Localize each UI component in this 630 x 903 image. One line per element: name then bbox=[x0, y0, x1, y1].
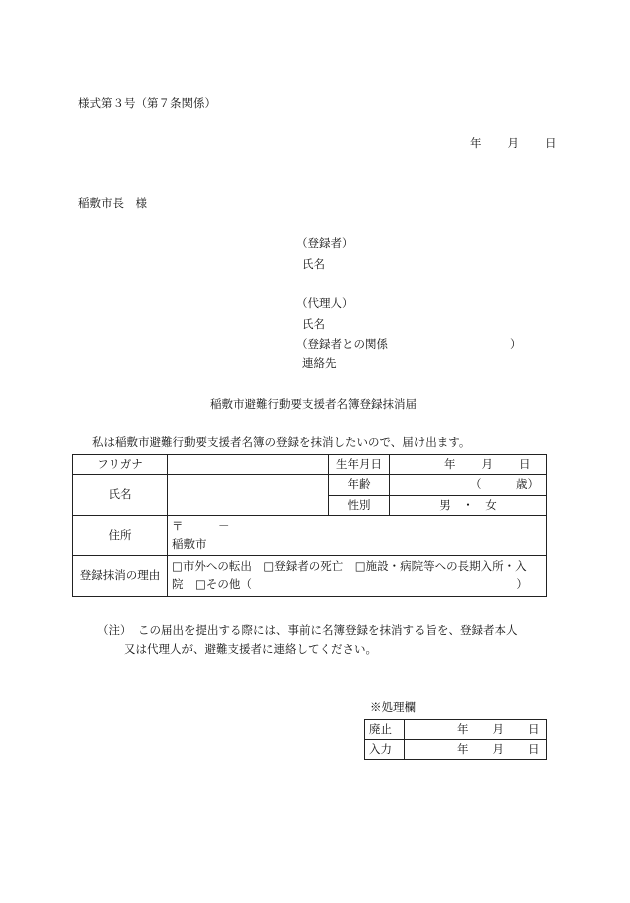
proc-year: 年 bbox=[457, 721, 469, 736]
processing-row-date[interactable] bbox=[405, 740, 547, 760]
processing-table bbox=[364, 719, 547, 760]
note-label: （注） bbox=[97, 623, 132, 637]
date-day: 日 bbox=[545, 136, 557, 150]
furigana-field[interactable] bbox=[168, 455, 329, 475]
birth-year: 年 bbox=[444, 456, 456, 471]
name-field[interactable] bbox=[168, 475, 329, 516]
date-month: 月 bbox=[507, 136, 519, 150]
age-label: 年齢 bbox=[329, 475, 390, 496]
furigana-label: フリガナ bbox=[73, 455, 168, 475]
gender-label: 性別 bbox=[329, 496, 390, 516]
processing-row-date[interactable] bbox=[405, 720, 547, 740]
reason-label: 登録抹消の理由 bbox=[73, 556, 168, 597]
proc-day: 日 bbox=[528, 741, 540, 756]
date-year: 年 bbox=[470, 136, 482, 150]
agent-relation-label: （登録者との関係 bbox=[296, 337, 388, 351]
submission-date bbox=[470, 138, 557, 150]
note-line2: 又は代理人が、避難支援者に連絡してください。 bbox=[124, 642, 377, 656]
address-label: 住所 bbox=[73, 516, 168, 556]
address-field[interactable] bbox=[168, 516, 547, 556]
proc-day: 日 bbox=[528, 721, 540, 736]
processing-row-label: 廃止 bbox=[365, 720, 405, 740]
agent-contact-label: 連絡先 bbox=[302, 356, 337, 370]
agent-heading: （代理人） bbox=[296, 296, 354, 310]
proc-month: 月 bbox=[492, 721, 504, 736]
registrant-heading: （登録者） bbox=[296, 236, 354, 250]
registration-table bbox=[72, 454, 547, 597]
form-title: 稲敷市避難行動要支援者名簿登録抹消届 bbox=[210, 397, 417, 411]
processing-heading: ※処理欄 bbox=[370, 700, 416, 714]
gender-field[interactable]: 男 ・ 女 bbox=[390, 496, 547, 516]
form-number: 様式第３号（第７条関係） bbox=[78, 96, 216, 110]
name-label: 氏名 bbox=[73, 475, 168, 516]
age-value: （ 歳） bbox=[470, 477, 539, 492]
proc-year: 年 bbox=[457, 741, 469, 756]
intro-text: 私は稲敷市避難行動要支援者名簿の登録を抹消したいので、届け出ます。 bbox=[92, 435, 471, 449]
reason-options-line2: 院 □その他（ ） bbox=[172, 577, 528, 591]
address-city: 稲敷市 bbox=[172, 536, 207, 551]
birthdate-label: 生年月日 bbox=[329, 455, 390, 475]
processing-row-label: 入力 bbox=[365, 740, 405, 760]
reason-field[interactable] bbox=[168, 556, 547, 597]
reason-options-line1: □市外への転出 □登録者の死亡 □施設・病院等への長期入所・入 bbox=[172, 559, 527, 574]
proc-month: 月 bbox=[492, 741, 504, 756]
addressee: 稲敷市長 様 bbox=[78, 196, 147, 210]
registrant-name-label: 氏名 bbox=[302, 257, 325, 271]
postal-code: 〒 － bbox=[172, 518, 230, 533]
note-line1: この届出を提出する際には、事前に名簿登録を抹消する旨を、登録者本人 bbox=[138, 623, 518, 637]
agent-name-label: 氏名 bbox=[302, 317, 325, 331]
birth-day: 日 bbox=[519, 456, 531, 471]
birthdate-field[interactable] bbox=[390, 455, 547, 475]
birth-month: 月 bbox=[481, 456, 493, 471]
age-field[interactable] bbox=[390, 475, 547, 496]
agent-relation-close: ） bbox=[510, 337, 522, 351]
